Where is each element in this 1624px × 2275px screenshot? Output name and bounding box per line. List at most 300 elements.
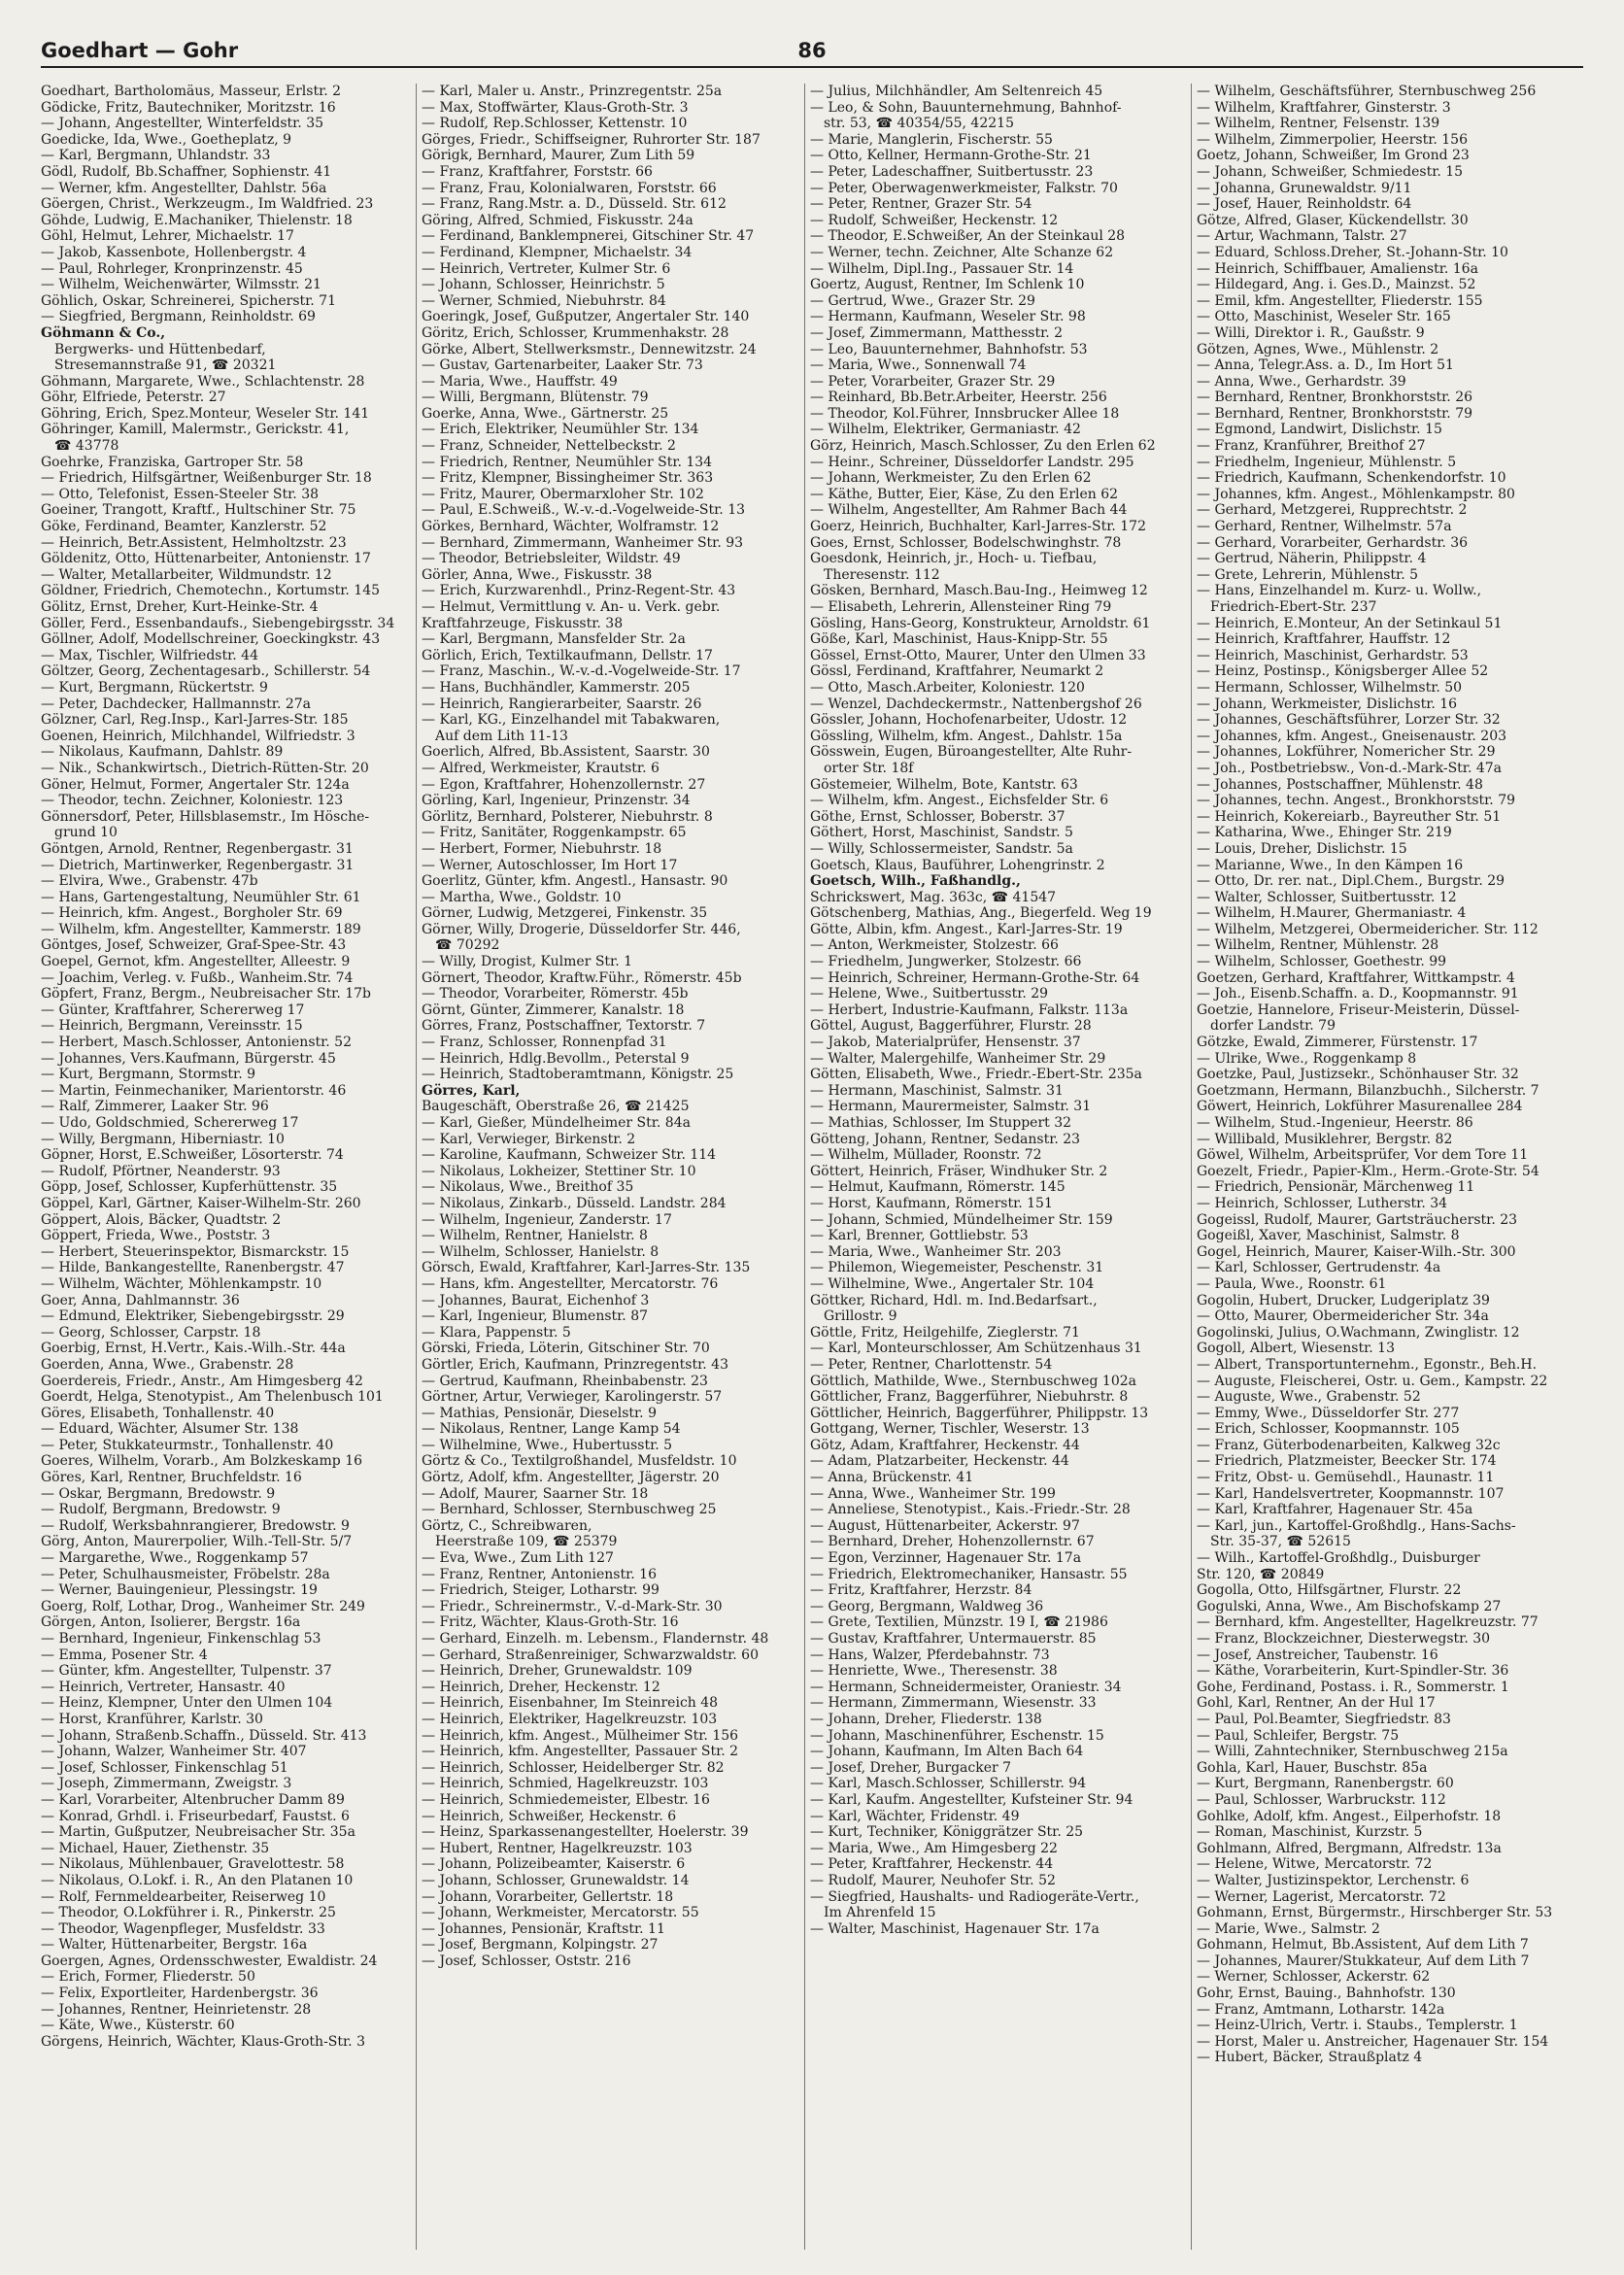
directory-entry: — Franz, Kraftfahrer, Forststr. 66 bbox=[422, 163, 653, 180]
directory-entry: — Karl, Verwieger, Birkenstr. 2 bbox=[422, 1131, 636, 1147]
directory-entry: — Martha, Wwe., Goldstr. 10 bbox=[422, 889, 622, 905]
directory-entry: — Werner, Bauingenieur, Plessingstr. 19 bbox=[41, 1582, 318, 1599]
directory-entry: Goerdt, Helga, Stenotypist., Am Thelenbusch 101 bbox=[41, 1389, 384, 1406]
directory-entry: Gösling, Hans-Georg, Konstrukteur, Arnoldstr. 61 bbox=[810, 615, 1151, 631]
directory-entry: Göpfert, Franz, Bergm., Neubreisacher Str. 17b bbox=[41, 986, 371, 1002]
directory-entry: Goeres, Wilhelm, Vorarb., Am Bolzkeskamp 16 bbox=[41, 1453, 363, 1470]
directory-entry: Stresemannstraße 91, ☎ 20321 bbox=[54, 357, 277, 374]
directory-entry: Gohl, Karl, Rentner, An der Hul 17 bbox=[1197, 1695, 1436, 1712]
directory-entry: — Franz, Güterbodenarbeiten, Kalkweg 32c bbox=[1197, 1437, 1501, 1453]
directory-entry: Göhmann & Co., bbox=[41, 324, 166, 341]
directory-entry: — Heinz, Klempner, Unter den Ulmen 104 bbox=[41, 1695, 333, 1712]
directory-entry: Goetsch, Wilh., Faßhandlg., bbox=[810, 873, 1021, 890]
directory-entry: — Hermann, Maschinist, Salmstr. 31 bbox=[810, 1082, 1064, 1099]
directory-entry: Göhde, Ludwig, E.Machaniker, Thielenstr. 18 bbox=[41, 212, 353, 228]
directory-entry: Göhlich, Oskar, Schreinerei, Spicherstr. 71 bbox=[41, 292, 336, 309]
directory-entry: — Johann, Angestellter, Winterfeldstr. 35 bbox=[41, 116, 324, 132]
directory-entry: — Käte, Wwe., Küsterstr. 60 bbox=[41, 2018, 235, 2034]
directory-entry: — Bernhard, Rentner, Bronkhorststr. 79 bbox=[1197, 405, 1473, 422]
directory-entry: — Karl, Gießer, Mündelheimer Str. 84a bbox=[422, 1115, 691, 1131]
directory-entry: — Heinz, Postinsp., Königsberger Allee 52 bbox=[1197, 663, 1489, 680]
directory-entry: — Willi, Direktor i. R., Gaußstr. 9 bbox=[1197, 324, 1425, 341]
directory-entry: — Gerhard, Metzgerei, Rupprechtstr. 2 bbox=[1197, 502, 1468, 519]
directory-entry: — Peter, Stukkateurmstr., Tonhallenstr. 40 bbox=[41, 1437, 334, 1453]
directory-entry: — Wilh., Kartoffel-Großhdlg., Duisburger bbox=[1197, 1550, 1480, 1567]
directory-entry: Göttlich, Mathilde, Wwe., Sternbuschweg 102a bbox=[810, 1373, 1136, 1389]
directory-entry: — Werner, kfm. Angestellter, Dahlstr. 56a bbox=[41, 180, 327, 196]
directory-entry: Görres, Karl, bbox=[422, 1082, 521, 1099]
directory-entry: — Gertrud, Näherin, Philippstr. 4 bbox=[1197, 551, 1427, 567]
directory-entry: Goer, Anna, Dahlmannstr. 36 bbox=[41, 1292, 240, 1308]
directory-entry: Göppel, Karl, Gärtner, Kaiser-Wilhelm-Str. 260 bbox=[41, 1195, 361, 1211]
directory-entry: — Günter, kfm. Angestellter, Tulpenstr. 37 bbox=[41, 1663, 332, 1680]
directory-entry: — Heinrich, Schiffbauer, Amalienstr. 16a bbox=[1197, 260, 1478, 277]
directory-entry: — Emma, Posener Str. 4 bbox=[41, 1647, 208, 1663]
directory-entry: — Erich, Elektriker, Neumühler Str. 134 bbox=[422, 422, 699, 438]
directory-entry: — Hildegard, Ang. i. Ges.D., Mainzst. 52 bbox=[1197, 277, 1476, 293]
directory-entry: — Johann, Schweißer, Schmiedestr. 15 bbox=[1197, 163, 1464, 180]
directory-entry: Gönnersdorf, Peter, Hillsblasemstr., Im Hösche- bbox=[41, 808, 370, 825]
directory-entry: — Rudolf, Bergmann, Bredowstr. 9 bbox=[41, 1502, 281, 1518]
directory-entry: Göthert, Horst, Maschinist, Sandstr. 5 bbox=[810, 825, 1073, 841]
directory-entry: Goerz, Heinrich, Buchhalter, Karl-Jarres-Str. 172 bbox=[810, 519, 1146, 535]
directory-entry: — Walter, Hüttenarbeiter, Bergstr. 16a bbox=[41, 1937, 308, 1953]
directory-entry: Göres, Karl, Rentner, Bruchfeldstr. 16 bbox=[41, 1470, 302, 1486]
directory-entry: — Paul, Pol.Beamter, Siegfriedstr. 83 bbox=[1197, 1711, 1451, 1727]
directory-entry: — Nik., Schankwirtsch., Dietrich-Rütten-Str. 20 bbox=[41, 760, 369, 776]
directory-entry: — Fritz, Klempner, Bissingheimer Str. 363 bbox=[422, 470, 714, 487]
directory-entry: — Franz, Rang.Mstr. a. D., Düsseld. Str. 612 bbox=[422, 196, 727, 213]
directory-entry: — Wilhelm, Dipl.Ing., Passauer Str. 14 bbox=[810, 260, 1074, 277]
directory-entry: — Walter, Metallarbeiter, Wildmundstr. 12 bbox=[41, 566, 332, 583]
directory-entry: Baugeschäft, Oberstraße 26, ☎ 21425 bbox=[422, 1099, 690, 1115]
directory-entry: — Hans, kfm. Angestellter, Mercatorstr. 76 bbox=[422, 1275, 719, 1292]
directory-entry: — Siegfried, Bergmann, Reinholdstr. 69 bbox=[41, 309, 316, 325]
directory-entry: — Joseph, Zimmermann, Zweigstr. 3 bbox=[41, 1776, 292, 1792]
page-title: Goedhart — Gohr bbox=[41, 39, 239, 62]
directory-entry: Gölitz, Ernst, Dreher, Kurt-Heinke-Str. 4 bbox=[41, 599, 319, 615]
directory-entry: — Max, Stoffwärter, Klaus-Groth-Str. 3 bbox=[422, 99, 689, 116]
directory-entry: — Heinrich, Vertreter, Kulmer Str. 6 bbox=[422, 260, 671, 277]
directory-entry: — Werner, Lagerist, Mercatorstr. 72 bbox=[1197, 1888, 1446, 1905]
directory-entry: Gogel, Heinrich, Maurer, Kaiser-Wilh.-Str. 300 bbox=[1197, 1243, 1516, 1260]
directory-entry: Görner, Ludwig, Metzgerei, Finkenstr. 35 bbox=[422, 905, 708, 922]
directory-entry: — Herbert, Steuerinspektor, Bismarckstr. 15 bbox=[41, 1243, 350, 1260]
directory-entry: Göppert, Frieda, Wwe., Poststr. 3 bbox=[41, 1228, 271, 1244]
directory-entry: — Helmut, Vermittlung v. An- u. Verk. gebr. bbox=[422, 599, 721, 615]
directory-entry: Theresenstr. 112 bbox=[824, 566, 940, 583]
directory-entry: ☎ 43778 bbox=[54, 438, 119, 455]
directory-entry: — Karl, jun., Kartoffel-Großhdlg., Hans-Sachs- bbox=[1197, 1517, 1516, 1534]
directory-entry: — Marie, Wwe., Salmstr. 2 bbox=[1197, 1920, 1380, 1937]
directory-entry: Görtz, C., Schreibwaren, bbox=[422, 1517, 592, 1534]
directory-entry: Görke, Albert, Stellwerksmstr., Dennewitzstr. 24 bbox=[422, 341, 757, 357]
directory-entry: — Adam, Platzarbeiter, Heckenstr. 44 bbox=[810, 1453, 1069, 1470]
directory-entry: Goepel, Gernot, kfm. Angestellter, Alleestr. 9 bbox=[41, 954, 351, 970]
directory-entry: Goetzke, Paul, Justizsekr., Schönhauser Str. 32 bbox=[1197, 1067, 1519, 1083]
directory-entry: Goerlitz, Günter, kfm. Angestl., Hansastr. 90 bbox=[422, 873, 728, 890]
directory-entry: Göres, Elisabeth, Tonhallenstr. 40 bbox=[41, 1405, 275, 1421]
directory-entry: Goeringk, Josef, Gußputzer, Angertaler Str. 140 bbox=[422, 309, 750, 325]
directory-entry: — Anna, Wwe., Gerhardstr. 39 bbox=[1197, 373, 1406, 390]
directory-entry: — Peter, Rentner, Charlottenstr. 54 bbox=[810, 1356, 1053, 1373]
directory-entry: Goetzie, Hannelore, Friseur-Meisterin, Düssel- bbox=[1197, 1002, 1520, 1018]
directory-entry: — Joh., Eisenb.Schaffn. a. D., Koopmannstr. 91 bbox=[1197, 986, 1519, 1002]
directory-entry: — Wilhelmine, Wwe., Hubertusstr. 5 bbox=[422, 1437, 673, 1453]
column-divider bbox=[416, 84, 417, 2250]
directory-entry: — Peter, Vorarbeiter, Grazer Str. 29 bbox=[810, 373, 1056, 390]
directory-entry: — Gerhard, Straßenreiniger, Schwarzwaldstr. 60 bbox=[422, 1647, 759, 1663]
directory-entry: — Karl, Ingenieur, Blumenstr. 87 bbox=[422, 1308, 649, 1325]
directory-entry: — Bernhard, Dreher, Hohenzollernstr. 67 bbox=[810, 1534, 1095, 1550]
directory-entry: Görsch, Ewald, Kraftfahrer, Karl-Jarres-Str. 135 bbox=[422, 1260, 751, 1276]
directory-entry: Görski, Frieda, Löterin, Gitschiner Str. 70 bbox=[422, 1341, 710, 1357]
directory-entry: — Friedrich, Rentner, Neumühler Str. 134 bbox=[422, 454, 713, 470]
directory-entry: Götteng, Johann, Rentner, Sedanstr. 23 bbox=[810, 1131, 1081, 1147]
directory-entry: Görnert, Theodor, Kraftw.Führ., Römerstr. 45b bbox=[422, 969, 742, 986]
directory-entry: — Reinhard, Bb.Betr.Arbeiter, Heerstr. 256 bbox=[810, 390, 1107, 406]
directory-entry: Schrickswert, Mag. 363c, ☎ 41547 bbox=[810, 889, 1057, 905]
directory-entry: Görler, Anna, Wwe., Fiskusstr. 38 bbox=[422, 566, 653, 583]
directory-entry: — Johannes, Baurat, Eichenhof 3 bbox=[422, 1292, 650, 1308]
directory-entry: — Paul, Rohrleger, Kronprinzenstr. 45 bbox=[41, 260, 303, 277]
directory-entry: — Wilhelm, Wächter, Möhlenkampstr. 10 bbox=[41, 1275, 322, 1292]
directory-entry: Gohlke, Adolf, kfm. Angest., Eilperhofstr. 18 bbox=[1197, 1808, 1502, 1824]
directory-entry: — Heinrich, Stadtoberamtmann, Königstr. 25 bbox=[422, 1067, 734, 1083]
directory-entry: — Gerhard, Vorarbeiter, Gerhardstr. 36 bbox=[1197, 534, 1469, 551]
column-3 bbox=[810, 84, 1179, 2250]
directory-entry: — Peter, Dachdecker, Hallmannstr. 27a bbox=[41, 696, 312, 712]
directory-entry: Gösken, Bernhard, Masch.Bau-Ing., Heimweg 12 bbox=[810, 583, 1148, 599]
column-1 bbox=[41, 84, 410, 2250]
directory-entry: — Friedhelm, Jungwerker, Stolzestr. 66 bbox=[810, 954, 1082, 970]
directory-entry: Gogolin, Hubert, Drucker, Ludgeriplatz 39 bbox=[1197, 1292, 1490, 1308]
directory-entry: — Gerhard, Rentner, Wilhelmstr. 57a bbox=[1197, 519, 1452, 535]
directory-entry: — Wilhelm, Metzgerei, Obermeidericher. Str. 112 bbox=[1197, 921, 1539, 937]
directory-entry: — Wilhelm, Zimmerpolier, Heerstr. 156 bbox=[1197, 131, 1468, 148]
directory-entry: — Erich, Kurzwarenhdl., Prinz-Regent-Str. 43 bbox=[422, 583, 736, 599]
directory-entry: — Josef, Anstreicher, Taubenstr. 16 bbox=[1197, 1647, 1438, 1663]
directory-entry: — Otto, Maschinist, Weseler Str. 165 bbox=[1197, 309, 1451, 325]
directory-entry: Gohla, Karl, Hauer, Buschstr. 85a bbox=[1197, 1759, 1428, 1776]
directory-entry: Görtner, Artur, Verwieger, Karolingerstr. 57 bbox=[422, 1389, 723, 1406]
directory-entry: — Anna, Brückenstr. 41 bbox=[810, 1470, 974, 1486]
directory-entry: — Anna, Wwe., Wanheimer Str. 199 bbox=[810, 1485, 1056, 1502]
directory-entry: — Emil, kfm. Angestellter, Fliederstr. 155 bbox=[1197, 292, 1483, 309]
directory-entry: Gohlmann, Alfred, Bergmann, Alfredstr. 13a bbox=[1197, 1840, 1502, 1856]
directory-entry: — Rudolf, Maurer, Neuhofer Str. 52 bbox=[810, 1872, 1056, 1888]
directory-entry: — Otto, Maurer, Obermeidericher Str. 34a bbox=[1197, 1308, 1489, 1325]
directory-entry: — Franz, Amtmann, Lotharstr. 142a bbox=[1197, 2001, 1445, 2018]
directory-entry: — Ferdinand, Banklempnerei, Gitschiner Str. 47 bbox=[422, 228, 755, 245]
directory-entry: Goerke, Anna, Wwe., Gärtnerstr. 25 bbox=[422, 405, 669, 422]
directory-entry: — Maria, Wwe., Hauffstr. 49 bbox=[422, 373, 618, 390]
directory-entry: — Heinrich, Betr.Assistent, Helmholtzstr. 23 bbox=[41, 534, 347, 551]
directory-entry: Bergwerks- und Hüttenbedarf, bbox=[54, 341, 266, 357]
directory-entry: — Karl, Kaufm. Angestellter, Kufsteiner Str. 94 bbox=[810, 1791, 1133, 1808]
directory-entry: — Wilhelm, Rentner, Hanielstr. 8 bbox=[422, 1228, 648, 1244]
directory-entry: Götze, Alfred, Glaser, Kückendellstr. 30 bbox=[1197, 212, 1469, 228]
directory-entry: — Rudolf, Schweißer, Heckenstr. 12 bbox=[810, 212, 1059, 228]
directory-entry: Goezelt, Friedr., Papier-Klm., Herm.-Grote-Str. 54 bbox=[1197, 1163, 1539, 1179]
directory-entry: — Martin, Gußputzer, Neubreisacher Str. 35a bbox=[41, 1824, 355, 1841]
directory-entry: Göße, Karl, Maschinist, Haus-Knipp-Str. 55 bbox=[810, 631, 1108, 648]
directory-entry: — Emmy, Wwe., Düsseldorfer Str. 277 bbox=[1197, 1405, 1460, 1421]
directory-entry: Göergen, Christ., Werkzeugm., Im Waldfried. 23 bbox=[41, 196, 374, 213]
directory-entry: Gogeissl, Rudolf, Maurer, Gartsträucherstr. 23 bbox=[1197, 1211, 1518, 1228]
directory-entry: — Heinr., Schreiner, Düsseldorfer Landstr. 295 bbox=[810, 454, 1134, 470]
directory-entry: — Johann, Maschinenführer, Eschenstr. 15 bbox=[810, 1727, 1104, 1744]
directory-entry: — Gustav, Kraftfahrer, Untermauerstr. 85 bbox=[810, 1631, 1097, 1647]
directory-entry: — Marianne, Wwe., In den Kämpen 16 bbox=[1197, 857, 1464, 873]
directory-entry: — Hubert, Bäcker, Straußplatz 4 bbox=[1197, 2050, 1423, 2066]
directory-entry: — Helmut, Kaufmann, Römerstr. 145 bbox=[810, 1179, 1066, 1196]
directory-entry: — Egon, Kraftfahrer, Hohenzollernstr. 27 bbox=[422, 776, 706, 793]
directory-entry: — Wilhelm, Rentner, Felsenstr. 139 bbox=[1197, 116, 1440, 132]
directory-entry: — Georg, Bergmann, Waldweg 36 bbox=[810, 1598, 1044, 1614]
directory-entry: — Leo, Bauunternehmer, Bahnhofstr. 53 bbox=[810, 341, 1088, 357]
directory-entry: — Anneliese, Stenotypist., Kais.-Friedr.-Str. 28 bbox=[810, 1502, 1131, 1518]
directory-entry: — Karl, Handelsvertreter, Koopmannstr. 107 bbox=[1197, 1485, 1505, 1502]
directory-entry: — Karl, Bergmann, Mansfelder Str. 2a bbox=[422, 631, 686, 648]
directory-entry: — Friedrich, Kaufmann, Schenkendorfstr. 10 bbox=[1197, 470, 1506, 487]
directory-entry: — Heinrich, Dreher, Heckenstr. 12 bbox=[422, 1679, 660, 1695]
directory-entry: Görnt, Günter, Zimmerer, Kanalstr. 18 bbox=[422, 1002, 685, 1018]
directory-entry: — Friedrich, Platzmeister, Beecker Str. 174 bbox=[1197, 1453, 1497, 1470]
directory-entry: Görtz & Co., Textilgroßhandel, Musfeldstr. 10 bbox=[422, 1453, 737, 1470]
directory-entry: — Werner, techn. Zeichner, Alte Schanze 62 bbox=[810, 244, 1114, 260]
directory-entry: — Dietrich, Martinwerker, Regenbergastr. 31 bbox=[41, 857, 355, 873]
directory-entry: — Hubert, Rentner, Hagelkreuzstr. 103 bbox=[422, 1840, 693, 1856]
directory-entry: Göner, Helmut, Former, Angertaler Str. 124a bbox=[41, 776, 350, 793]
directory-entry: — Hermann, Schneidermeister, Oraniestr. 34 bbox=[810, 1679, 1122, 1695]
directory-entry: str. 53, ☎ 40354/55, 42215 bbox=[824, 116, 1014, 132]
directory-entry: — Kurt, Bergmann, Rückertstr. 9 bbox=[41, 679, 268, 696]
directory-entry: — Wenzel, Dachdeckermstr., Nattenbergshof 26 bbox=[810, 696, 1142, 712]
directory-entry: — Hermann, Zimmermann, Wiesenstr. 33 bbox=[810, 1695, 1097, 1712]
directory-entry: — Grete, Lehrerin, Mühlenstr. 5 bbox=[1197, 566, 1419, 583]
directory-entry: Göpp, Josef, Schlosser, Kupferhüttenstr. 35 bbox=[41, 1179, 338, 1196]
directory-entry: — Heinrich, E.Monteur, An der Setinkaul 51 bbox=[1197, 615, 1503, 631]
directory-columns bbox=[41, 84, 1585, 2250]
directory-entry: — Alfred, Werkmeister, Krautstr. 6 bbox=[422, 760, 660, 776]
directory-entry: Gohmann, Helmut, Bb.Assistent, Auf dem Lith 7 bbox=[1197, 1937, 1529, 1953]
directory-entry: — Theodor, E.Schweißer, An der Steinkaul 28 bbox=[810, 228, 1126, 245]
directory-entry: Friedrich-Ebert-Str. 237 bbox=[1210, 599, 1377, 615]
directory-entry: — Heinrich, Kraftfahrer, Hauffstr. 12 bbox=[1197, 631, 1451, 648]
directory-entry: dorfer Landstr. 79 bbox=[1210, 1018, 1336, 1035]
directory-entry: — Herbert, Masch.Schlosser, Antonienstr. 52 bbox=[41, 1035, 352, 1051]
directory-entry: Göttle, Fritz, Heilgehilfe, Zieglerstr. 71 bbox=[810, 1324, 1080, 1341]
directory-entry: — Kurt, Techniker, Königgrätzer Str. 25 bbox=[810, 1824, 1084, 1841]
directory-entry: — Helene, Wwe., Suitbertusstr. 29 bbox=[810, 986, 1049, 1002]
directory-entry: — Otto, Telefonist, Essen-Steeler Str. 38 bbox=[41, 486, 320, 502]
directory-entry: — Willy, Bergmann, Hiberniastr. 10 bbox=[41, 1131, 285, 1147]
directory-entry: Goetzmann, Hermann, Bilanzbuchh., Silcherstr. 7 bbox=[1197, 1082, 1539, 1099]
directory-entry: — Nikolaus, Kaufmann, Dahlstr. 89 bbox=[41, 744, 284, 761]
directory-entry: Im Ahrenfeld 15 bbox=[824, 1905, 936, 1921]
directory-entry: Gogulski, Anna, Wwe., Am Bischofskamp 27 bbox=[1197, 1598, 1502, 1614]
directory-entry: — Wilhelm, Schlosser, Hanielstr. 8 bbox=[422, 1243, 660, 1260]
directory-entry: — Karl, Brenner, Gottliebstr. 53 bbox=[810, 1228, 1029, 1244]
directory-entry: Görges, Friedr., Schiffseigner, Ruhrorter Str. 187 bbox=[422, 131, 761, 148]
directory-entry: Görtler, Erich, Kaufmann, Prinzregentstr. 43 bbox=[422, 1356, 728, 1373]
directory-entry: — Josef, Hauer, Reinholdstr. 64 bbox=[1197, 196, 1412, 213]
directory-entry: — Adolf, Maurer, Saarner Str. 18 bbox=[422, 1485, 649, 1502]
directory-entry: Goeiner, Trangott, Kraftf., Hultschiner Str. 75 bbox=[41, 502, 356, 519]
directory-entry: — Karl, Maler u. Anstr., Prinzregentstr. 25a bbox=[422, 84, 723, 99]
directory-entry: — Heinrich, Kokereiarb., Bayreuther Str. 51 bbox=[1197, 808, 1502, 825]
directory-entry: — Kurt, Bergmann, Ranenbergstr. 60 bbox=[1197, 1776, 1454, 1792]
directory-entry: — Katharina, Wwe., Ehinger Str. 219 bbox=[1197, 825, 1452, 841]
directory-entry: — Horst, Kranführer, Karlstr. 30 bbox=[41, 1711, 263, 1727]
directory-entry: Gössel, Ernst-Otto, Maurer, Unter den Ulmen 33 bbox=[810, 647, 1146, 663]
directory-entry: — Anna, Telegr.Ass. a. D., Im Hort 51 bbox=[1197, 357, 1454, 374]
directory-entry: — Wilhelm, kfm. Angest., Eichsfelder Str. 6 bbox=[810, 793, 1109, 809]
directory-entry: — Mathias, Pensionär, Dieselstr. 9 bbox=[422, 1405, 657, 1421]
directory-entry: — Johann, Polizeibeamter, Kaiserstr. 6 bbox=[422, 1856, 686, 1873]
directory-entry: Gölzner, Carl, Reg.Insp., Karl-Jarres-Str. 185 bbox=[41, 712, 349, 729]
directory-entry: Götte, Albin, kfm. Angest., Karl-Jarres-Str. 19 bbox=[810, 921, 1123, 937]
directory-entry: — Siegfried, Haushalts- und Radiogeräte-Vertr., bbox=[810, 1888, 1139, 1905]
directory-entry: — Nikolaus, Mühlenbauer, Gravelottestr. 58 bbox=[41, 1856, 345, 1873]
directory-entry: — Käthe, Vorarbeiterin, Kurt-Spindler-Str. 36 bbox=[1197, 1663, 1509, 1680]
directory-entry: — Walter, Justizinspektor, Lerchenstr. 6 bbox=[1197, 1872, 1470, 1888]
directory-entry: — Leo, & Sohn, Bauunternehmung, Bahnhof- bbox=[810, 99, 1122, 116]
directory-entry: — Heinrich, Hdlg.Bevollm., Peterstal 9 bbox=[422, 1050, 690, 1067]
directory-entry: Görigk, Bernhard, Maurer, Zum Lith 59 bbox=[422, 148, 695, 164]
directory-entry: — Otto, Kellner, Hermann-Grothe-Str. 21 bbox=[810, 148, 1092, 164]
directory-entry: Göntgen, Arnold, Rentner, Regenbergastr. 31 bbox=[41, 840, 354, 857]
directory-entry: — Kurt, Bergmann, Stormstr. 9 bbox=[41, 1067, 256, 1083]
directory-entry: — Wilhelm, Angestellter, Am Rahmer Bach 44 bbox=[810, 502, 1128, 519]
directory-entry: Göllner, Adolf, Modellschreiner, Goeckingkstr. 43 bbox=[41, 631, 381, 648]
directory-entry: — Willi, Bergmann, Blütenstr. 79 bbox=[422, 390, 649, 406]
directory-entry: Str. 35-37, ☎ 52615 bbox=[1210, 1534, 1351, 1550]
directory-entry: Goerlich, Alfred, Bb.Assistent, Saarstr. 30 bbox=[422, 744, 710, 761]
directory-entry: — Franz, Blockzeichner, Diesterwegstr. 30 bbox=[1197, 1631, 1491, 1647]
directory-entry: — Heinrich, kfm. Angestellter, Passauer Str. 2 bbox=[422, 1744, 739, 1760]
directory-entry: Görgen, Anton, Isolierer, Bergstr. 16a bbox=[41, 1614, 301, 1631]
directory-entry: — Ralf, Zimmerer, Laaker Str. 96 bbox=[41, 1099, 269, 1115]
directory-entry: — Friedrich, Hilfsgärtner, Weißenburger Str. 18 bbox=[41, 470, 372, 487]
directory-entry: Goesdonk, Heinrich, jr., Hoch- u. Tiefbau, bbox=[810, 551, 1098, 567]
directory-entry: — Hilde, Bankangestellte, Ranenbergstr. 47 bbox=[41, 1260, 345, 1276]
directory-entry: Görres, Franz, Postschaffner, Textorstr. 7 bbox=[422, 1018, 706, 1035]
directory-entry: Görkes, Bernhard, Wächter, Wolframstr. 12 bbox=[422, 519, 720, 535]
directory-entry: — Willi, Zahntechniker, Sternbuschweg 215a bbox=[1197, 1744, 1508, 1760]
directory-entry: — Wilhelm, Kraftfahrer, Ginsterstr. 3 bbox=[1197, 99, 1451, 116]
directory-entry: — Johannes, kfm. Angest., Gneisenaustr. 203 bbox=[1197, 728, 1507, 744]
directory-entry: — Elisabeth, Lehrerin, Allensteiner Ring 79 bbox=[810, 599, 1112, 615]
directory-entry: — Hans, Gartengestaltung, Neumühler Str. 61 bbox=[41, 889, 361, 905]
directory-entry: Göwert, Heinrich, Lokführer Masurenallee 284 bbox=[1197, 1099, 1523, 1115]
directory-entry: — Peter, Rentner, Grazer Str. 54 bbox=[810, 196, 1032, 213]
directory-entry: — Nikolaus, Rentner, Lange Kamp 54 bbox=[422, 1421, 681, 1438]
directory-entry: Görlitz, Bernhard, Polsterer, Niebuhrstr. 8 bbox=[422, 808, 713, 825]
directory-entry: — Bernhard, Schlosser, Sternbuschweg 25 bbox=[422, 1502, 717, 1518]
directory-entry: — Oskar, Bergmann, Bredowstr. 9 bbox=[41, 1485, 276, 1502]
directory-entry: — Michael, Hauer, Ziethenstr. 35 bbox=[41, 1840, 270, 1856]
directory-entry: — Heinrich, kfm. Angest., Mülheimer Str. 156 bbox=[422, 1727, 739, 1744]
directory-entry: — Maria, Wwe., Sonnenwall 74 bbox=[810, 357, 1027, 374]
directory-entry: — Theodor, O.Lokführer i. R., Pinkerstr. 25 bbox=[41, 1905, 336, 1921]
directory-entry: — Louis, Dreher, Dislichstr. 15 bbox=[1197, 840, 1407, 857]
directory-entry: — Heinrich, Eisenbahner, Im Steinreich 48 bbox=[422, 1695, 719, 1712]
directory-entry: — Eduard, Wächter, Alsumer Str. 138 bbox=[41, 1421, 299, 1438]
directory-entry: — Anton, Werkmeister, Stolzestr. 66 bbox=[810, 937, 1059, 954]
directory-entry: grund 10 bbox=[54, 825, 118, 841]
directory-entry: — Karl, Monteurschlosser, Am Schützenhaus 31 bbox=[810, 1341, 1142, 1357]
directory-entry: — Otto, Dr. rer. nat., Dipl.Chem., Burgstr. 29 bbox=[1197, 873, 1506, 890]
directory-entry: Görz, Heinrich, Masch.Schlosser, Zu den Erlen 62 bbox=[810, 438, 1156, 455]
directory-entry: Goerbig, Ernst, H.Vertr., Kais.-Wilh.-Str. 44a bbox=[41, 1341, 346, 1357]
directory-entry: Görg, Anton, Maurerpolier, Wilh.-Tell-Str. 5/7 bbox=[41, 1534, 353, 1550]
directory-entry: Göhringer, Kamill, Malermstr., Gerickstr. 41, bbox=[41, 422, 350, 438]
directory-entry: — Heinrich, Vertreter, Hansastr. 40 bbox=[41, 1679, 286, 1695]
directory-entry: — Karl, KG., Einzelhandel mit Tabakwaren, bbox=[422, 712, 721, 729]
directory-entry: — Hans, Buchhändler, Kammerstr. 205 bbox=[422, 679, 691, 696]
directory-entry: — Gerhard, Einzelh. m. Lebensm., Flandernstr. 48 bbox=[422, 1631, 769, 1647]
directory-entry: — Fritz, Maurer, Obermarxloher Str. 102 bbox=[422, 486, 704, 502]
directory-entry: Goetsch, Klaus, Bauführer, Lohengrinstr. 2 bbox=[810, 857, 1105, 873]
directory-entry: — Julius, Milchhändler, Am Seltenreich 45 bbox=[810, 84, 1103, 99]
directory-entry: — Hermann, Schlosser, Wilhelmstr. 50 bbox=[1197, 679, 1463, 696]
directory-entry: — Heinrich, Schlosser, Lutherstr. 34 bbox=[1197, 1195, 1448, 1211]
directory-entry: — Werner, Autoschlosser, Im Hort 17 bbox=[422, 857, 678, 873]
directory-entry: Göhring, Erich, Spez.Monteur, Weseler Str. 141 bbox=[41, 405, 370, 422]
directory-entry: Heerstraße 109, ☎ 25379 bbox=[435, 1534, 618, 1550]
directory-entry: — Johann, Dreher, Fliederstr. 138 bbox=[810, 1711, 1042, 1727]
directory-entry: — Johannes, Lokführer, Nomericher Str. 29 bbox=[1197, 744, 1496, 761]
directory-entry: — Elvira, Wwe., Grabenstr. 47b bbox=[41, 873, 258, 890]
directory-entry: Auf dem Lith 11-13 bbox=[435, 728, 568, 744]
directory-entry: — Heinrich, Schmiedemeister, Elbestr. 16 bbox=[422, 1791, 710, 1808]
directory-entry: — Paula, Wwe., Roonstr. 61 bbox=[1197, 1275, 1387, 1292]
directory-entry: ☎ 70292 bbox=[435, 937, 500, 954]
directory-entry: — Paul, Schleifer, Bergstr. 75 bbox=[1197, 1727, 1400, 1744]
directory-entry: — Johannes, Vers.Kaufmann, Bürgerstr. 45 bbox=[41, 1050, 336, 1067]
directory-entry: Goenen, Heinrich, Milchhandel, Wilfriedstr. 3 bbox=[41, 728, 355, 744]
directory-entry: — Grete, Textilien, Münzstr. 19 I, ☎ 21986 bbox=[810, 1614, 1108, 1631]
directory-entry: — Wilhelm, Schlosser, Goethestr. 99 bbox=[1197, 954, 1447, 970]
directory-entry: — Jakob, Kassenbote, Hollenbergstr. 4 bbox=[41, 244, 307, 260]
directory-entry: — Nikolaus, O.Lokf. i. R., An den Platanen 10 bbox=[41, 1872, 354, 1888]
directory-entry: Goetz, Johann, Schweißer, Im Grond 23 bbox=[1197, 148, 1470, 164]
directory-entry: — Albert, Transportunternehm., Egonstr., Beh.H. bbox=[1197, 1356, 1538, 1373]
directory-entry: Götz, Adam, Kraftfahrer, Heckenstr. 44 bbox=[810, 1437, 1080, 1453]
directory-entry: — Theodor, Betriebsleiter, Wildstr. 49 bbox=[422, 551, 681, 567]
directory-entry: Görling, Karl, Ingenieur, Prinzenstr. 34 bbox=[422, 793, 691, 809]
directory-entry: Göhl, Helmut, Lehrer, Michaelstr. 17 bbox=[41, 228, 294, 245]
directory-entry: — Johannes, Geschäftsführer, Lorzer Str. 32 bbox=[1197, 712, 1501, 729]
directory-entry: Göttlicher, Franz, Baggerführer, Niebuhrstr. 8 bbox=[810, 1389, 1129, 1406]
directory-entry: — Paul, E.Schweiß., W.-v.-d.-Vogelweide-Str. 13 bbox=[422, 502, 746, 519]
directory-entry: — Nikolaus, Wwe., Breithof 35 bbox=[422, 1179, 634, 1196]
directory-entry: Gössl, Ferdinand, Kraftfahrer, Neumarkt 2 bbox=[810, 663, 1104, 680]
directory-entry: — Hermann, Kaufmann, Weseler Str. 98 bbox=[810, 309, 1086, 325]
directory-entry: — Karoline, Kaufmann, Schweizer Str. 114 bbox=[422, 1147, 717, 1164]
directory-entry: Gogeißl, Xaver, Maschinist, Salmstr. 8 bbox=[1197, 1228, 1460, 1244]
directory-entry: Gogoll, Albert, Wiesenstr. 13 bbox=[1197, 1341, 1395, 1357]
directory-entry: — Franz, Schlosser, Ronnenpfad 31 bbox=[422, 1035, 667, 1051]
directory-entry: — Johann, Schlosser, Grunewaldstr. 14 bbox=[422, 1872, 690, 1888]
directory-entry: — Wilhelm, Rentner, Mühlenstr. 28 bbox=[1197, 937, 1439, 954]
page-header bbox=[41, 39, 1583, 68]
directory-entry: Göpner, Horst, E.Schweißer, Lösorterstr. 74 bbox=[41, 1147, 344, 1164]
directory-entry: — Wilhelmine, Wwe., Angertaler Str. 104 bbox=[810, 1275, 1095, 1292]
directory-entry: — Eva, Wwe., Zum Lith 127 bbox=[422, 1550, 614, 1567]
